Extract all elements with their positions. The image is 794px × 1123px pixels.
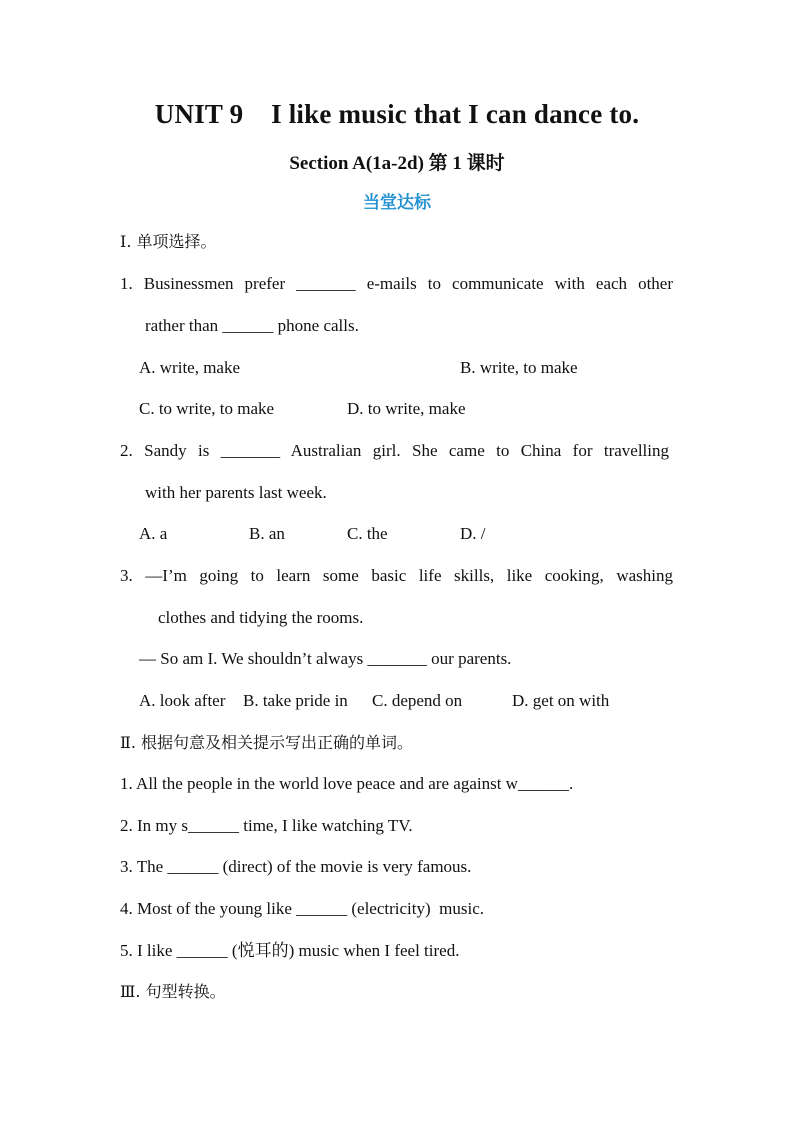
q1-option-b: B. write, to make: [460, 358, 578, 377]
q1-option-c: C. to write, to make: [139, 399, 275, 418]
q3-option-c: C. depend on: [372, 691, 463, 710]
q3-option-a: A. look after: [139, 691, 226, 710]
part3-heading: Ⅲ. 句型转换。: [120, 982, 226, 1001]
q1-line1: 1. Businessmen prefer _______ e-mails to communicate with each other: [120, 274, 673, 293]
q3-option-b: B. take pride in: [243, 691, 348, 710]
fill-item-4: 4. Most of the young like ______ (electricity) music.: [120, 899, 485, 918]
q2-option-d: D. /: [460, 524, 486, 543]
q1-line2: rather than ______ phone calls.: [145, 316, 359, 335]
q3-line3: — So am I. We shouldn’t always _______ our parents.: [139, 649, 512, 668]
practice-heading: 当堂达标: [363, 193, 431, 213]
fill-item-2: 2. In my s______ time, I like watching TV.: [120, 816, 413, 835]
section-subtitle: Section A(1a-2d) 第 1 课时: [289, 153, 505, 174]
q2-option-c: C. the: [347, 524, 388, 543]
q3-line2: clothes and tidying the rooms.: [158, 608, 364, 627]
fill-item-3: 3. The ______ (direct) of the movie is very famous.: [120, 857, 472, 876]
q2-option-a: A. a: [139, 524, 168, 543]
fill-item-1: 1. All the people in the world love peace and are against w______.: [120, 774, 574, 793]
part1-heading: Ⅰ. 单项选择。: [120, 232, 217, 251]
q2-option-b: B. an: [249, 524, 285, 543]
q1-option-a: A. write, make: [139, 358, 241, 377]
fill-item-5: 5. I like ______ (悦耳的) music when I feel tired.: [120, 941, 460, 960]
q2-line1: 2. Sandy is _______ Australian girl. She came to China for travelling: [120, 441, 669, 460]
unit-title: UNIT 9 I like music that I can dance to.: [154, 99, 640, 129]
q1-option-d: D. to write, make: [347, 399, 466, 418]
part2-heading: Ⅱ. 根据句意及相关提示写出正确的单词。: [120, 733, 414, 752]
q3-line1: 3. —I’m going to learn some basic life skills, like cooking, washing: [120, 566, 673, 585]
q2-line2: with her parents last week.: [145, 483, 327, 502]
q3-option-d: D. get on with: [512, 691, 610, 710]
